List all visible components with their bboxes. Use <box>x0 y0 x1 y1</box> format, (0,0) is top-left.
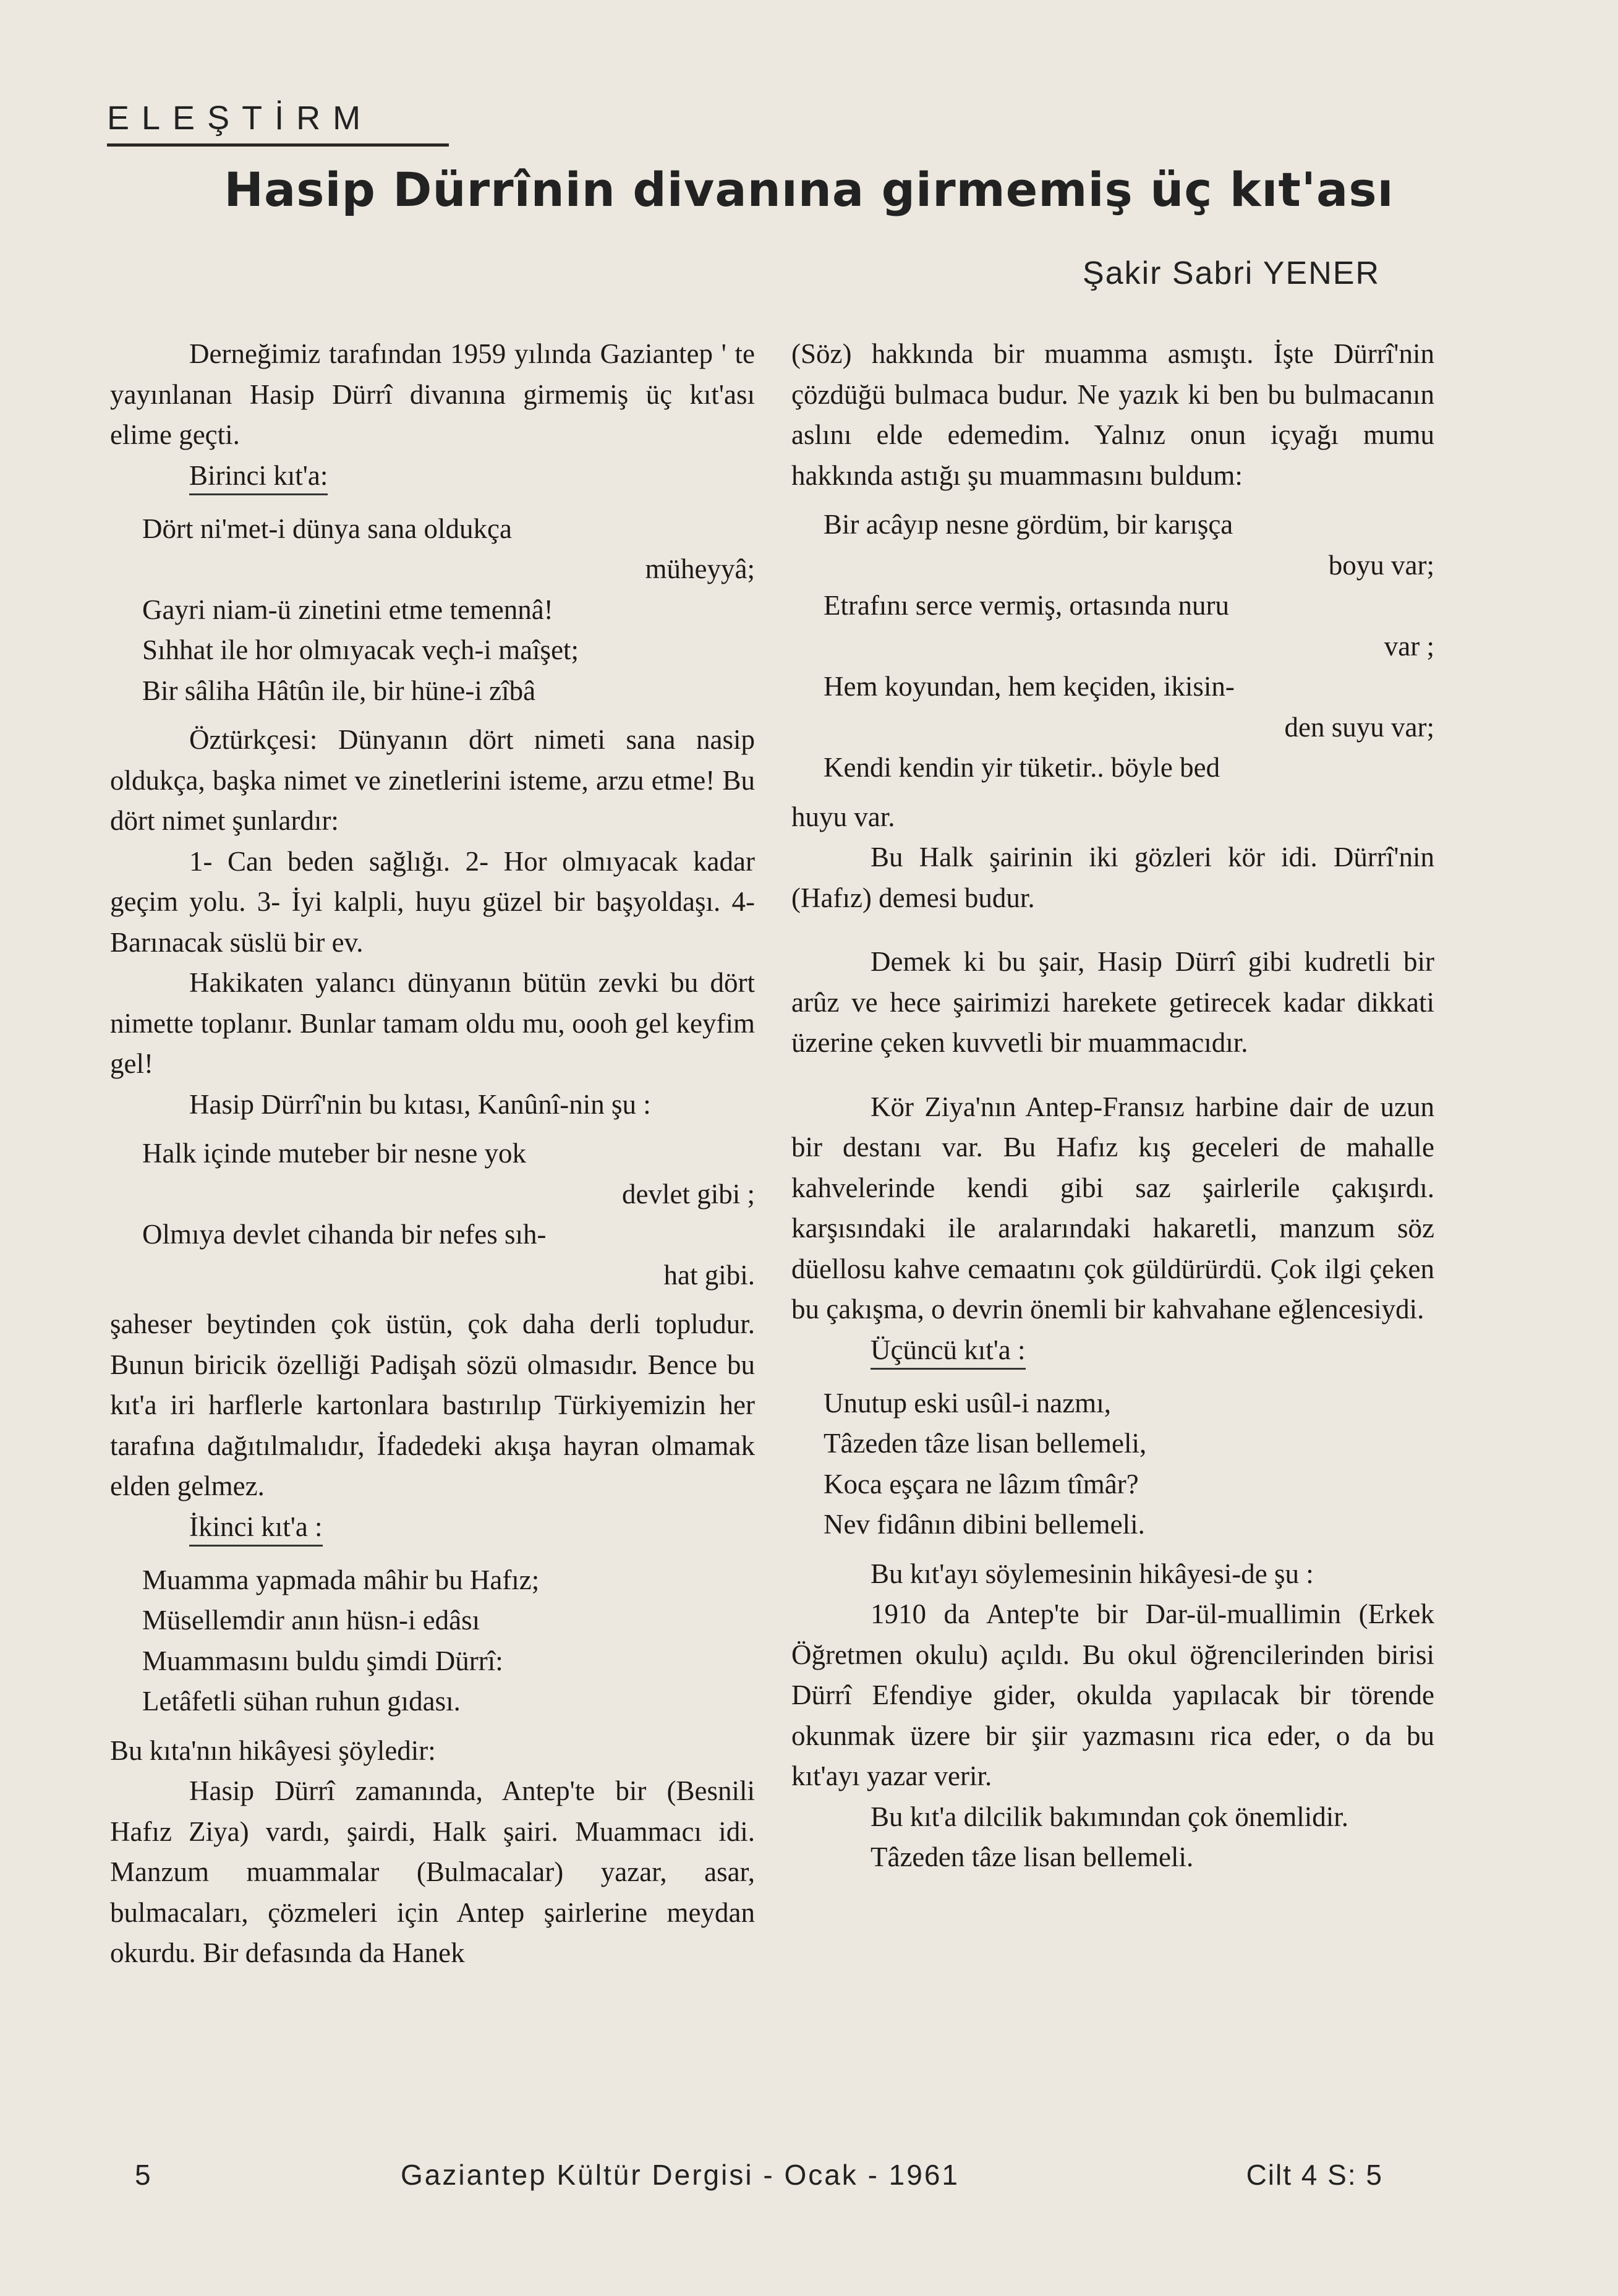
paragraph: huyu var. <box>791 801 895 832</box>
page-number: 5 <box>135 2159 151 2191</box>
section-rule <box>107 143 449 147</box>
page-footer <box>0 2158 1618 2195</box>
paragraph: Demek ki bu şair, Hasip Dürrî gibi kudretli bir arûz ve hece şairimizi harekete getirecek kadar dikkati üzerine çeken kuvvetli bir muammacıdır. <box>791 946 1434 1058</box>
verse-continuation: boyu var; <box>1328 549 1434 581</box>
stanza-heading: Birinci kıt'a: <box>189 458 328 495</box>
verse-line: Muammasını buldu şimdi Dürrî: <box>142 1645 503 1676</box>
paragraph: Kör Ziya'nın Antep-Fransız harbine dair de uzun bir destanı var. Bu Hafız kış geceleri de mahalle kahvelerinde kendi gibi saz şairlerile çakışırdı. karşısındaki ile aralarındaki hakaretli, manzum söz düellosu kahve cemaatını çok güldürürdü. Çok ilgi çeken bu çakışma, o devrin önemli bir kahvahane eğlencesiydi. <box>791 1091 1434 1325</box>
paragraph: şaheser beytinden çok üstün, çok daha derli topludur. Bunun biricik özelliği Padişah sözü olmasıdır. Bence bu kıt'a iri harflerle kartonlara bastırılıp Türkiyemizin her tarafına dağıtılmalıdır, İfadedeki akışa hayran olmamak elden gelmez. <box>110 1308 755 1501</box>
verse-line: Bir sâliha Hâtûn ile, bir hüne-i zîbâ <box>142 675 536 706</box>
paragraph: Tâzeden tâze lisan bellemeli. <box>871 1841 1194 1872</box>
verse-line: Etrafını serce vermiş, ortasında nuru <box>824 590 1230 621</box>
right-column <box>791 334 1434 1878</box>
verse-line: Bir acâyıp nesne gördüm, bir karışça <box>824 509 1233 540</box>
verse-block <box>791 505 1434 788</box>
stanza-heading-wrap <box>791 1330 1434 1375</box>
stanza-heading-wrap <box>110 1507 755 1551</box>
verse-line: Nev fidânın dibini bellemeli. <box>824 1509 1145 1540</box>
verse-continuation: müheyyâ; <box>645 553 755 584</box>
verse-line: Gayri niam-ü zinetini etme temennâ! <box>142 594 553 625</box>
paragraph: 1- Can beden sağlığı. 2- Hor olmıyacak kadar geçim yolu. 3- İyi kalpli, huyu güzel bir başyoldaşı. 4- Barınacak süslü bir ev. <box>110 845 755 958</box>
verse-line: Olmıya devlet cihanda bir nefes sıh- <box>142 1219 547 1250</box>
verse-block <box>110 1133 755 1295</box>
verse-continuation: den suyu var; <box>1284 711 1434 743</box>
stanza-heading: İkinci kıt'a : <box>189 1509 323 1547</box>
verse-line: Kendi kendin yir tüketir.. böyle bed <box>824 752 1220 783</box>
verse-line: Tâzeden tâze lisan bellemeli, <box>824 1428 1147 1459</box>
paragraph: Hakikaten yalancı dünyanın bütün zevki bu dört nimette toplanır. Bunlar tamam oldu mu, oooh gel keyfim gel! <box>110 967 755 1079</box>
stanza-heading: Üçüncü kıt'a : <box>871 1332 1026 1370</box>
verse-block <box>791 1383 1434 1545</box>
verse-line: Halk içinde muteber bir nesne yok <box>142 1138 527 1169</box>
stanza-heading-wrap <box>110 456 755 500</box>
paragraph: Derneğimiz tarafından 1959 yılında Gaziantep ' te yayınlanan Hasip Dürrî divanına girmemiş üç kıt'ası elime geçti. <box>110 338 755 450</box>
paragraph: (Söz) hakkında bir muamma asmıştı. İşte Dürrî'nin çözdüğü bulmaca budur. Ne yazık ki ben bu bulmacanın aslını elde edemedim. Yalnız onun içyağı mumu hakkında astığı şu muammasını buldum: <box>791 338 1434 491</box>
verse-line: Müsellemdir anın hüsn-i edâsı <box>142 1605 480 1636</box>
paragraph: Hasip Dürrî zamanında, Antep'te bir (Besnili Hafız Ziya) vardı, şairdi, Halk şairi. Muammacı idi. Manzum muammalar (Bulmacalar) yazar, asar, bulmacaları, çözmeleri için Antep şairlerine meydan okurdu. Bir defasında da Hanek <box>110 1775 755 1968</box>
paragraph: Bu Halk şairinin iki gözleri kör idi. Dürrî'nin (Hafız) demesi budur. <box>791 842 1434 913</box>
journal-name: Gaziantep Kültür Dergisi - Ocak - 1961 <box>401 2159 960 2191</box>
paragraph: Hasip Dürrî'nin bu kıtası, Kanûnî-nin şu : <box>189 1088 651 1120</box>
verse-line: Hem koyundan, hem keçiden, ikisin- <box>824 671 1235 702</box>
verse-continuation: hat gibi. <box>663 1259 755 1291</box>
verse-continuation: var ; <box>1384 630 1434 662</box>
verse-block <box>110 509 755 712</box>
verse-line: Koca eşçara ne lâzım tîmâr? <box>824 1468 1139 1500</box>
verse-continuation: devlet gibi ; <box>622 1178 755 1210</box>
article-title: Hasip Dürrînin divanına girmemiş üç kıt'ası <box>224 162 1394 217</box>
paragraph: Öztürkçesi: Dünyanın dört nimeti sana nasip oldukça, başka nimet ve zinetlerini isteme, arzu etme! Bu dört nimet şunlardır: <box>110 724 755 836</box>
section-label: ELEŞTİRM <box>107 100 373 137</box>
verse-block <box>110 1560 755 1722</box>
paragraph: Bu kıt'a dilcilik bakımından çok önemlidir. <box>871 1801 1348 1832</box>
verse-line: Sıhhat ile hor olmıyacak veçh-i maîşet; <box>142 634 579 665</box>
issue-info: Cilt 4 S: 5 <box>1246 2159 1383 2191</box>
paragraph: Bu kıt'ayı söylemesinin hikâyesi-de şu : <box>871 1558 1314 1589</box>
left-column <box>110 334 755 1974</box>
verse-line: Dört ni'met-i dünya sana oldukça <box>142 513 512 544</box>
verse-line: Letâfetli sühan ruhun gıdası. <box>142 1686 461 1717</box>
paragraph: Bu kıta'nın hikâyesi şöyledir: <box>110 1735 436 1766</box>
verse-line: Muamma yapmada mâhir bu Hafız; <box>142 1564 540 1595</box>
paragraph: 1910 da Antep'te bir Dar-ül-muallimin (Erkek Öğretmen okulu) açıldı. Bu okul öğrencilerinden birisi Dürrî Efendiye gider, okulda yapılacak bir törende okunmak üzere bir şiir yazmasını rica eder, o da bu kıt'ayı yazar verir. <box>791 1598 1434 1791</box>
verse-line: Unutup eski usûl-i nazmı, <box>824 1387 1111 1419</box>
author-name: Şakir Sabri YENER <box>1083 255 1380 291</box>
